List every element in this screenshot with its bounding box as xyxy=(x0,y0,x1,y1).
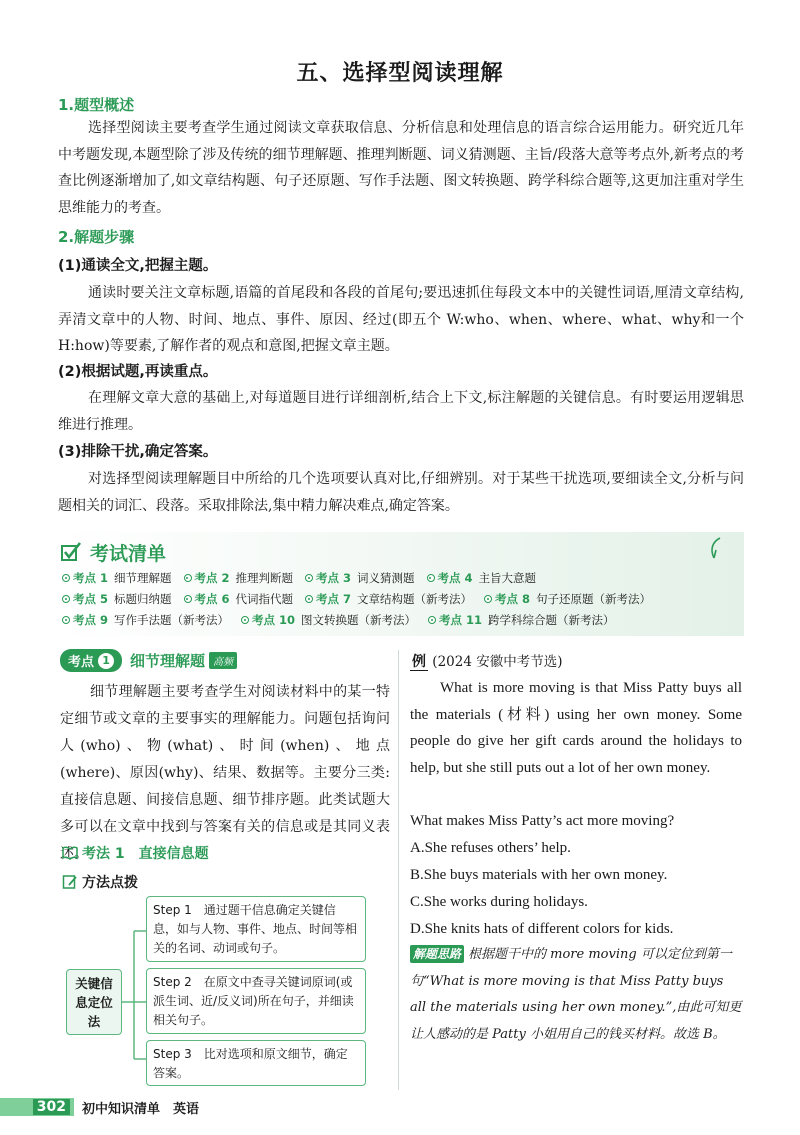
kaodian-1-description: 细节理解题主要考查学生对阅读材料中的某一特定细节或文章的主要事实的理解能力。问题包括询问人(who)、物(what)、时间(when)、地点(where)、原因(why)、结果、数据等。主要分三类:直接信息题、间接信息题、细节排序题。此类试题大多可以在文章中找到与答案有关的信息或是其同义表述。 xyxy=(60,684,390,862)
pencil-note-icon xyxy=(62,874,78,890)
example-option-d: D.She knits hats of different colors for kids. xyxy=(410,921,674,937)
page-title: 五、选择型阅读理解 xyxy=(296,61,504,86)
exam-item: 考点 10 图文转换题（新考法） xyxy=(241,612,416,628)
page-number: 302 xyxy=(33,1099,70,1115)
example-option-c: C.She works during holidays. xyxy=(410,894,588,910)
bullet-icon xyxy=(427,574,435,582)
exam-item: 考点 11 跨学科综合题（新考法） xyxy=(428,612,615,628)
exam-item: 考点 3 词义猜测题 xyxy=(305,570,415,586)
checkbox-icon xyxy=(60,541,82,563)
bullet-icon xyxy=(241,616,249,624)
exam-list-header xyxy=(60,538,460,566)
example-option-a: A.She refuses others’ help. xyxy=(410,840,571,856)
exam-list-row-1 xyxy=(62,570,548,586)
exam-list-row-3 xyxy=(62,612,627,628)
example-passage: What is more moving is that Miss Patty buys all the materials (材料) using her own money. Some people do give her gift cards around the holidays to help, but she still puts out a lot of her own money. xyxy=(410,680,742,776)
bullet-icon xyxy=(305,574,313,582)
kaofa-1-name: 直接信息题 xyxy=(138,846,209,862)
bullet-icon xyxy=(428,616,436,624)
exam-item: 考点 4 主旨大意题 xyxy=(427,570,537,586)
bullet-icon xyxy=(62,595,70,603)
exam-item: 考点 6 代词指代题 xyxy=(184,591,294,607)
key-info-locating-method: 关键信息定位法 xyxy=(66,969,122,1035)
exam-item: 考点 9 写作手法题（新考法） xyxy=(62,612,229,628)
page-footer xyxy=(0,1096,800,1118)
kaodian-1-header xyxy=(60,649,237,672)
method-step-3: Step 3 比对选项和原文细节，确定答案。 xyxy=(146,1040,366,1086)
exam-item: 考点 5 标题归纳题 xyxy=(62,591,172,607)
example-analysis xyxy=(410,942,742,1048)
bullet-icon xyxy=(305,595,313,603)
step-3-text: 对选择型阅读理解题目中所给的几个选项要认真对比,仔细辨别。对于某些干扰选项,要细读全文,分析与问题相关的词汇、段落。采取排除法,集中精力解决难点,确定答案。 xyxy=(58,471,744,514)
step-3-title: (3)排除干扰,确定答案。 xyxy=(58,444,218,460)
method-step-2: Step 2 在原文中查寻关键词原词(或派生词、近/反义词)所在句子，并细读相关句子。 xyxy=(146,968,366,1034)
page-number-bar xyxy=(0,1098,74,1116)
feather-icon xyxy=(706,536,726,562)
bullet-icon xyxy=(184,574,192,582)
bullet-icon xyxy=(184,595,192,603)
bullet-icon xyxy=(62,616,70,624)
bullet-icon xyxy=(62,574,70,582)
book-icon xyxy=(62,846,78,860)
high-frequency-tag: 高频 xyxy=(209,652,237,669)
book-title: 初中知识清单 英语 xyxy=(82,1101,200,1117)
example-question: What makes Miss Patty’s act more moving? xyxy=(410,813,675,829)
section-heading-overview: 1.题型概述 xyxy=(58,96,135,114)
example-label: 例 xyxy=(412,654,426,670)
kaodian-badge: 考点 1 xyxy=(60,649,122,672)
method-step-1: Step 1 通过题干信息确定关键信息，如与人物、事件、地点、时间等相关的名词、动词或句子。 xyxy=(146,896,366,962)
step-2-text: 在理解文章大意的基础上,对每道题目进行详细剖析,结合上下文,标注解题的关键信息。有时要运用逻辑思维进行推理。 xyxy=(58,390,744,433)
section-heading-steps: 2.解题步骤 xyxy=(58,228,135,246)
example-header xyxy=(410,650,742,671)
exam-list-row-2 xyxy=(62,591,663,607)
bullet-icon xyxy=(484,595,492,603)
step-1-text: 通读时要关注文章标题,语篇的首尾段和各段的首尾句;要迅速抓住每段文本中的关键性词语,厘清文章结构,弄清文章中的人物、时间、地点、事件、原因、经过(即五个 W:who、when、where、what、why和一个 H:how)等要素,了解作者的观点和意图,把握文章主题。 xyxy=(58,285,744,354)
step-2-title: (2)根据试题,再读重点。 xyxy=(58,364,218,380)
kaodian-1-name: 细节理解题 xyxy=(130,652,206,670)
example-option-b: B.She buys materials with her own money. xyxy=(410,867,668,883)
step-1-title: (1)通读全文,把握主题。 xyxy=(58,258,218,274)
exam-item: 考点 7 文章结构题（新考法） xyxy=(305,591,472,607)
exam-list-title: 考试清单 xyxy=(90,542,167,565)
analysis-label: 解题思路 xyxy=(410,945,464,963)
example-source: (2024 安徽中考节选) xyxy=(432,654,563,670)
analysis-text: 根据题干中的 more moving 可以定位到第一句“What is more moving is that Miss Patty buys all the materials using her own money.”,由此可知更让人感动的是 Patty 小姐用自己的钱买材料。故选 B。 xyxy=(410,947,742,1042)
exam-item: 考点 1 细节理解题 xyxy=(62,570,172,586)
exam-item: 考点 8 句子还原题（新考法） xyxy=(484,591,651,607)
kaofa-1-header: 考法 1 直接信息题 xyxy=(62,843,209,863)
overview-paragraph: 选择型阅读主要考查学生通过阅读文章获取信息、分析信息和处理信息的语言综合运用能力。研究近几年中考题发现,本题型除了涉及传统的细节理解题、推理判断题、词义猜测题、主旨/段落大意等考点外,新考点的考查比例逐渐增加了,如文章结构题、句子还原题、写作手法题、图文转换题、跨学科综合题等,这更加注重对学生思维能力的考查。 xyxy=(58,120,744,216)
column-divider xyxy=(398,650,399,1090)
exam-item: 考点 2 推理判断题 xyxy=(184,570,294,586)
method-tip-header: 方法点拨 xyxy=(62,872,138,892)
